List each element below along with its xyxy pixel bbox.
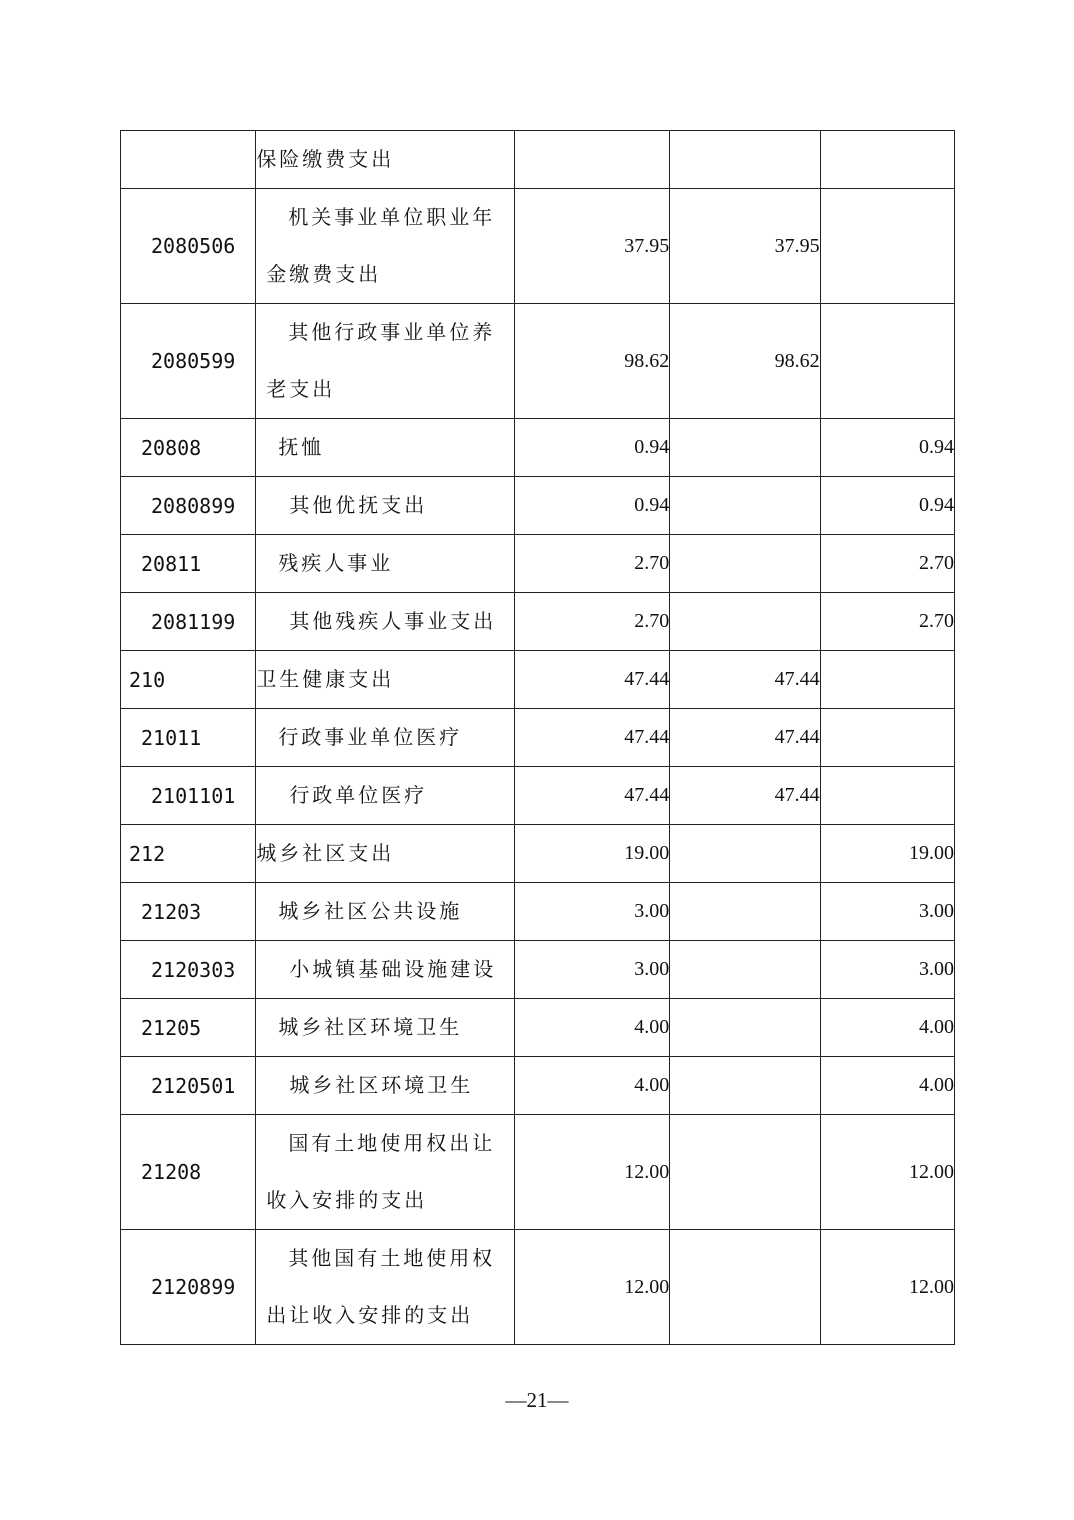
project-expenditure-cell [820,767,954,825]
total-amount-cell: 4.00 [514,1057,669,1115]
basic-expenditure-cell [670,535,820,593]
account-code-cell: 21205 [121,999,256,1057]
account-code-cell: 2120501 [121,1057,256,1115]
total-amount-cell: 12.00 [514,1230,669,1345]
account-name-cell: 行政事业单位医疗 [256,709,515,767]
total-amount-cell: 3.00 [514,941,669,999]
total-amount-cell: 0.94 [514,419,669,477]
account-name-cell: 城乡社区公共设施 [256,883,515,941]
account-name-cell: 城乡社区环境卫生 [256,1057,515,1115]
table-row [121,189,955,304]
total-amount-cell: 4.00 [514,999,669,1057]
table-row [121,825,955,883]
table-row [121,593,955,651]
account-name-cell: 行政单位医疗 [256,767,515,825]
basic-expenditure-cell: 47.44 [670,709,820,767]
project-expenditure-cell [820,651,954,709]
total-amount-cell: 19.00 [514,825,669,883]
basic-expenditure-cell [670,477,820,535]
basic-expenditure-cell [670,941,820,999]
table-row [121,941,955,999]
total-amount-cell: 47.44 [514,709,669,767]
account-name-cell: 城乡社区支出 [256,825,515,883]
account-name-cell: 国有土地使用权出让收入安排的支出 [256,1115,515,1230]
account-name-cell: 卫生健康支出 [256,651,515,709]
table-body [121,131,955,1345]
project-expenditure-cell: 4.00 [820,999,954,1057]
project-expenditure-cell: 12.00 [820,1230,954,1345]
account-code-cell: 21011 [121,709,256,767]
total-amount-cell: 2.70 [514,535,669,593]
table-row [121,535,955,593]
account-code-cell: 212 [121,825,256,883]
table-row [121,1230,955,1345]
total-amount-cell: 12.00 [514,1115,669,1230]
basic-expenditure-cell: 37.95 [670,189,820,304]
account-name-cell: 保险缴费支出 [256,131,515,189]
project-expenditure-cell [820,189,954,304]
account-name-cell: 其他优抚支出 [256,477,515,535]
total-amount-cell: 98.62 [514,304,669,419]
table-row [121,651,955,709]
account-name-cell: 城乡社区环境卫生 [256,999,515,1057]
budget-table [120,130,955,1345]
table-row [121,709,955,767]
account-code-cell: 2081199 [121,593,256,651]
project-expenditure-cell: 3.00 [820,941,954,999]
account-code-cell: 2101101 [121,767,256,825]
basic-expenditure-cell: 98.62 [670,304,820,419]
account-code-cell: 2120899 [121,1230,256,1345]
account-code-cell: 20808 [121,419,256,477]
project-expenditure-cell: 0.94 [820,419,954,477]
project-expenditure-cell [820,131,954,189]
table-row [121,767,955,825]
basic-expenditure-cell [670,1057,820,1115]
table-row [121,131,955,189]
basic-expenditure-cell [670,131,820,189]
project-expenditure-cell: 4.00 [820,1057,954,1115]
total-amount-cell: 47.44 [514,767,669,825]
account-name-cell: 残疾人事业 [256,535,515,593]
basic-expenditure-cell [670,1115,820,1230]
account-code-cell: 2080506 [121,189,256,304]
account-name-cell: 其他国有土地使用权出让收入安排的支出 [256,1230,515,1345]
basic-expenditure-cell [670,999,820,1057]
account-name-cell: 小城镇基础设施建设 [256,941,515,999]
total-amount-cell: 2.70 [514,593,669,651]
account-code-cell: 2080899 [121,477,256,535]
account-code-cell: 2080599 [121,304,256,419]
account-code-cell [121,131,256,189]
basic-expenditure-cell [670,825,820,883]
total-amount-cell: 47.44 [514,651,669,709]
basic-expenditure-cell: 47.44 [670,767,820,825]
total-amount-cell: 3.00 [514,883,669,941]
project-expenditure-cell [820,304,954,419]
account-name-cell: 其他行政事业单位养老支出 [256,304,515,419]
table-row [121,477,955,535]
table-row [121,304,955,419]
project-expenditure-cell [820,709,954,767]
table-row [121,999,955,1057]
project-expenditure-cell: 2.70 [820,535,954,593]
basic-expenditure-cell: 47.44 [670,651,820,709]
account-code-cell: 20811 [121,535,256,593]
project-expenditure-cell: 19.00 [820,825,954,883]
basic-expenditure-cell [670,883,820,941]
account-name-cell: 其他残疾人事业支出 [256,593,515,651]
account-code-cell: 21203 [121,883,256,941]
table-row [121,883,955,941]
total-amount-cell: 0.94 [514,477,669,535]
account-name-cell: 抚恤 [256,419,515,477]
basic-expenditure-cell [670,419,820,477]
project-expenditure-cell: 2.70 [820,593,954,651]
table-row [121,1057,955,1115]
project-expenditure-cell: 0.94 [820,477,954,535]
account-code-cell: 2120303 [121,941,256,999]
basic-expenditure-cell [670,1230,820,1345]
account-name-cell: 机关事业单位职业年金缴费支出 [256,189,515,304]
page-number: —21— [505,1388,569,1412]
total-amount-cell: 37.95 [514,189,669,304]
account-code-cell: 21208 [121,1115,256,1230]
account-code-cell: 210 [121,651,256,709]
total-amount-cell [514,131,669,189]
project-expenditure-cell: 12.00 [820,1115,954,1230]
basic-expenditure-cell [670,593,820,651]
table-row [121,419,955,477]
table-row [121,1115,955,1230]
project-expenditure-cell: 3.00 [820,883,954,941]
